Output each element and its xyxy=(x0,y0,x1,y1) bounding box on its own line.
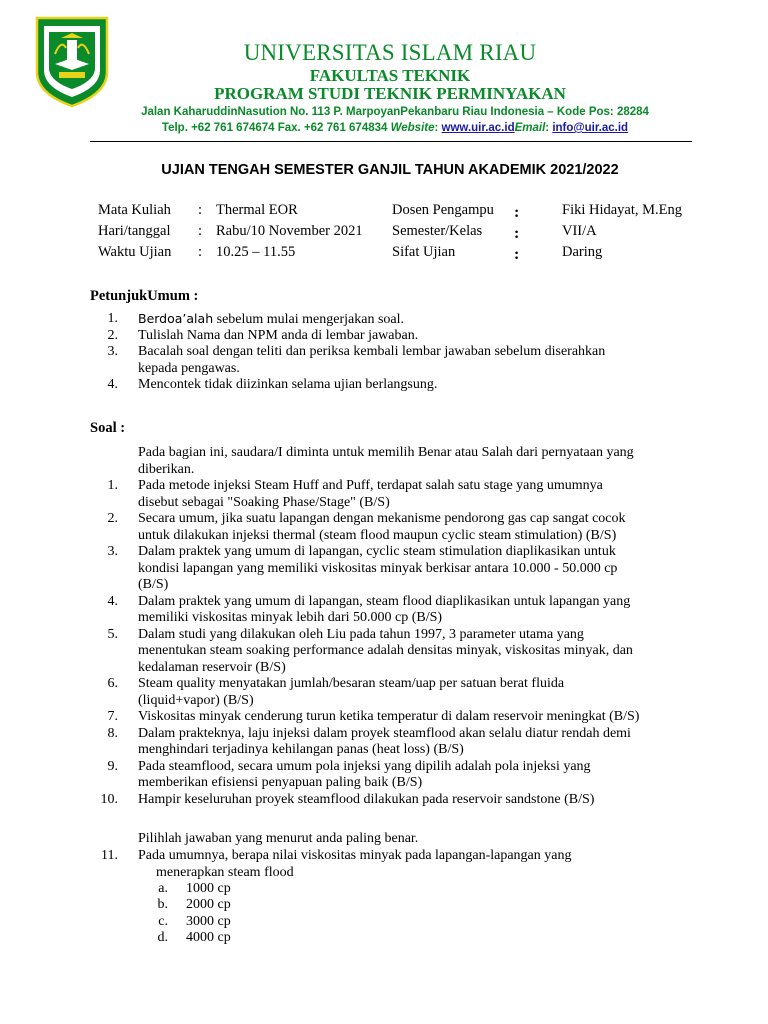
website-label: Website xyxy=(390,122,435,134)
question-number: 11. xyxy=(101,848,118,863)
exam-title: UJIAN TENGAH SEMESTER GANJIL TAHUN AKADEMIK 2021/2022 xyxy=(161,162,619,178)
list-item xyxy=(90,344,690,378)
item-text: Tulislah Nama dan NPM anda di lembar jawaban. xyxy=(138,328,419,343)
question-item xyxy=(90,726,700,759)
info-label-time: Waktu Ujian xyxy=(98,244,172,260)
instructions-heading: PetunjukUmum : xyxy=(90,288,199,304)
question-item xyxy=(90,594,700,627)
info-value-semester: VII/A xyxy=(562,223,597,239)
question-item xyxy=(90,709,700,726)
question-item xyxy=(90,627,700,677)
item-text: Mencontek tidak diizinkan selama ujian berlangsung. xyxy=(138,377,438,392)
option-letter: b. xyxy=(157,897,168,912)
question-text-continued: memiliki viskositas minyak lebih dari 50.000 cp (B/S) xyxy=(138,610,443,625)
question-text: Hampir keseluruhan proyek steamflood dilakukan pada reservoir sandstone (B/S) xyxy=(138,791,595,807)
question-text: Steam quality menyatakan jumlah/besaran steam/uap per satuan berat fluida xyxy=(138,676,565,691)
question-text-continued: memberikan efisiensi penyapuan paling baik (B/S) xyxy=(138,775,423,790)
option-letter: d. xyxy=(157,930,168,945)
question-number: 3. xyxy=(107,544,118,559)
question-number: 8. xyxy=(107,725,118,741)
info-colon: : xyxy=(514,225,520,242)
question-text: Dalam praktek yang umum di lapangan, cyclic steam stimulation diaplikasikan untuk xyxy=(138,544,616,559)
info-value-exam-type: Daring xyxy=(562,244,603,260)
item-text-rest: sebelum mulai mengerjakan soal. xyxy=(213,312,405,327)
question-text-continued: menerapkan steam flood xyxy=(156,865,294,880)
multiple-choice-intro: Pilihlah jawaban yang menurut anda paling benar. xyxy=(138,831,419,846)
website-link[interactable]: www.uir.ac.id xyxy=(441,122,515,134)
question-text: Dalam prakteknya, laju injeksi dalam proyek steamflood akan selalu diatur rendah demi xyxy=(138,725,631,741)
question-item xyxy=(90,848,690,882)
question-text-continued: (B/S) xyxy=(138,577,169,592)
option-letter: a. xyxy=(158,881,168,896)
item-text: Bacalah soal dengan teliti dan periksa kembali lembar jawaban sebelum diserahkan xyxy=(138,344,606,359)
faculty-name: FAKULTAS TEKNIK xyxy=(309,66,471,85)
email-label: Email xyxy=(514,122,546,134)
item-text-first-word: Berdoa’alah xyxy=(138,311,214,326)
question-text: Secara umum, jika suatu lapangan dengan mekanisme pendorong gas cap sangat cocok xyxy=(138,511,626,526)
question-item xyxy=(90,511,700,544)
question-number: 10. xyxy=(100,791,118,807)
question-text: Dalam studi yang dilakukan oleh Liu pada tahun 1997, 3 parameter utama yang xyxy=(138,626,584,642)
info-colon: : xyxy=(514,246,520,263)
info-colon: : xyxy=(198,223,203,239)
info-label-course: Mata Kuliah xyxy=(98,202,171,218)
question-text-continued: disebut sebagai "Soaking Phase/Stage" (B/S) xyxy=(138,494,390,510)
question-number: 9. xyxy=(107,758,118,774)
program-name: PROGRAM STUDI TEKNIK PERMINYAKAN xyxy=(214,84,566,103)
question-text: Viskositas minyak cenderung turun ketika temperatur di dalam reservoir meningkat (B/S) xyxy=(138,709,640,724)
contact-line xyxy=(90,122,700,134)
option-text: 3000 cp xyxy=(186,914,231,929)
info-value-time: 10.25 – 11.55 xyxy=(216,244,296,260)
item-number: 3. xyxy=(107,344,118,359)
item-number: 4. xyxy=(107,377,118,392)
info-value-lecturer: Fiki Hidayat, M.Eng xyxy=(562,202,683,218)
question-number: 4. xyxy=(107,593,118,609)
info-colon: : xyxy=(514,204,520,221)
info-label-lecturer: Dosen Pengampu xyxy=(392,202,494,218)
question-item xyxy=(90,759,700,792)
question-text-continued: (liquid+vapor) (B/S) xyxy=(138,692,254,708)
info-value-course: Thermal EOR xyxy=(216,202,298,218)
email-separator: : xyxy=(545,122,553,134)
question-text-continued: kedalaman reservoir (B/S) xyxy=(138,659,286,675)
question-item xyxy=(90,792,700,809)
info-label-exam-type: Sifat Ujian xyxy=(392,244,456,260)
questions-intro: Pada bagian ini, saudara/I diminta untuk memilih Benar atau Salah dari pernyataan yang xyxy=(138,445,634,460)
item-number: 1. xyxy=(107,311,118,326)
question-item xyxy=(90,676,700,709)
info-value-date: Rabu/10 November 2021 xyxy=(216,223,363,239)
question-text-continued: menentukan steam soaking performance adalah densitas minyak, viskositas minyak, dan xyxy=(138,643,633,658)
questions-heading: Soal : xyxy=(90,420,126,436)
info-label-semester: Semester/Kelas xyxy=(392,223,483,239)
question-text: Pada steamflood, secara umum pola injeksi yang dipilih adalah pola injeksi yang xyxy=(138,758,591,774)
info-label-date: Hari/tanggal xyxy=(98,223,171,239)
website-separator: : xyxy=(434,122,442,134)
question-text-continued: untuk dilakukan injeksi thermal (steam flood maupun cyclic steam stimulation) (B/S) xyxy=(138,527,617,543)
phone-fax-text: Telp. +62 761 674674 Fax. +62 761 674834 xyxy=(161,122,391,134)
item-text-continued: kepada pengawas. xyxy=(138,361,240,376)
university-name: UNIVERSITAS ISLAM RIAU xyxy=(243,40,537,65)
option-text: 1000 cp xyxy=(186,881,231,896)
question-text: Pada metode injeksi Steam Huff and Puff, terdapat salah satu stage yang umumnya xyxy=(138,478,603,493)
item-text xyxy=(138,311,698,329)
question-number: 1. xyxy=(107,478,118,493)
question-item xyxy=(90,544,700,594)
question-number: 7. xyxy=(107,709,118,724)
info-colon: : xyxy=(198,244,203,260)
question-item xyxy=(90,478,700,511)
address-line: Jalan KaharuddinNasution No. 113 P. MarpoyanPekanbaru Riau Indonesia – Kode Pos: 28284 xyxy=(141,106,649,118)
header-divider xyxy=(90,141,692,142)
email-link[interactable]: info@uir.ac.id xyxy=(552,122,629,134)
item-number: 2. xyxy=(107,328,118,343)
info-colon: : xyxy=(198,202,203,218)
question-number: 6. xyxy=(107,676,118,691)
question-text: Dalam praktek yang umum di lapangan, steam flood diaplikasikan untuk lapangan yang xyxy=(138,593,631,609)
question-number: 2. xyxy=(107,511,118,526)
university-logo xyxy=(33,14,111,108)
question-text: Pada umumnya, berapa nilai viskositas minyak pada lapangan-lapangan yang xyxy=(138,848,572,863)
question-text-continued: menghindari terjadinya kehilangan panas (heat loss) (B/S) xyxy=(138,742,464,757)
option-letter: c. xyxy=(158,914,168,929)
option-text: 4000 cp xyxy=(186,930,231,945)
question-number: 5. xyxy=(107,626,118,642)
option-text: 2000 cp xyxy=(186,897,231,912)
questions-intro-continued: diberikan. xyxy=(138,462,195,477)
question-text-continued: kondisi lapangan yang memiliki viskositas minyak berkisar antara 10.000 - 50.000 cp xyxy=(138,560,618,576)
